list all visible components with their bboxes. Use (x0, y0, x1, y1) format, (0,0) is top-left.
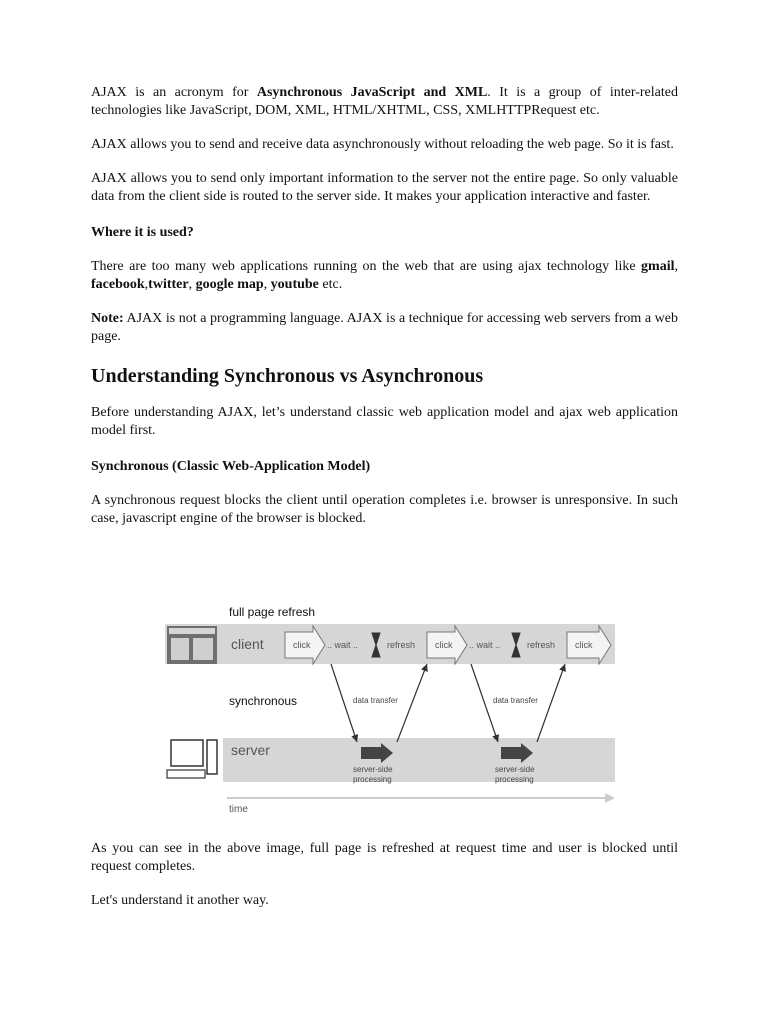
note-paragraph: Note: AJAX is not a programming language. AJAX is a technique for accessing web servers from a web page. (91, 311, 678, 344)
before-understanding-paragraph: Before understanding AJAX, let’s understand classic web application model and ajax web application model first. (91, 405, 678, 438)
server-label: server (231, 742, 270, 758)
refresh-label-1: refresh (387, 640, 416, 650)
response-line-1 (397, 664, 427, 742)
data-transfer-label-2: data transfer (493, 696, 538, 705)
browser-pane-right (193, 638, 213, 660)
document-body (91, 84, 678, 528)
data-transfer-label-1: data transfer (353, 696, 398, 705)
server-band (223, 738, 615, 782)
response-line-2 (537, 664, 565, 742)
server-side-label-2: server-side (495, 765, 535, 774)
document-footer-text (91, 840, 678, 910)
sync-vs-async-heading: Understanding Synchronous vs Asynchronous (91, 365, 484, 387)
synchronous-label: synchronous (229, 694, 298, 708)
sync-diagram (165, 602, 617, 814)
intro-paragraph: AJAX is an acronym for Asynchronous JavaScript and XML. It is a group of inter-related technologies like JavaScript, DOM, XML, HTML/XHTML, CSS, XMLHTTPRequest etc. (91, 85, 678, 118)
processing-label-1: processing (353, 775, 392, 784)
full-page-refresh-paragraph: As you can see in the above image, full page is refreshed at request time and user is blocked until request completes. (91, 841, 678, 874)
refresh-label-2: refresh (527, 640, 556, 650)
server-side-label-1: server-side (353, 765, 393, 774)
sync-diagram-svg (165, 602, 617, 814)
wait-label-1: .. wait .. (327, 640, 359, 650)
client-label: client (231, 636, 264, 652)
browser-toolbar (169, 628, 215, 634)
server-tower-icon (207, 740, 217, 774)
processing-label-2: processing (495, 775, 534, 784)
async-paragraph: AJAX allows you to send and receive data asynchronously without reloading the web page. So it is fast. (91, 137, 674, 152)
click-label-1: click (293, 640, 311, 650)
wait-label-2: .. wait .. (469, 640, 501, 650)
time-label: time (229, 804, 248, 814)
browser-pane-left (171, 638, 189, 660)
sync-request-paragraph: A synchronous request blocks the client until operation completes i.e. browser is unresponsive. In such case, javascript engine of the browser is blocked. (91, 493, 678, 526)
click-label-2: click (435, 640, 453, 650)
time-axis-arrowhead (605, 793, 615, 803)
keyboard-icon (167, 770, 205, 778)
another-way-paragraph: Let's understand it another way. (91, 893, 269, 908)
usage-paragraph: There are too many web applications running on the web that are using ajax technology like gmail, facebook,twitter, google map, youtube etc. (91, 259, 678, 292)
server-computer-icon (171, 740, 203, 766)
click-label-3: click (575, 640, 593, 650)
synchronous-heading: Synchronous (Classic Web-Application Model) (91, 459, 371, 474)
important-info-paragraph: AJAX allows you to send only important information to the server not the entire page. So only valuable data from the client side is routed to the server side. It makes your application interactive and faster. (91, 171, 678, 204)
where-used-heading: Where it is used? (91, 225, 194, 240)
diagram-title: full page refresh (229, 605, 316, 619)
